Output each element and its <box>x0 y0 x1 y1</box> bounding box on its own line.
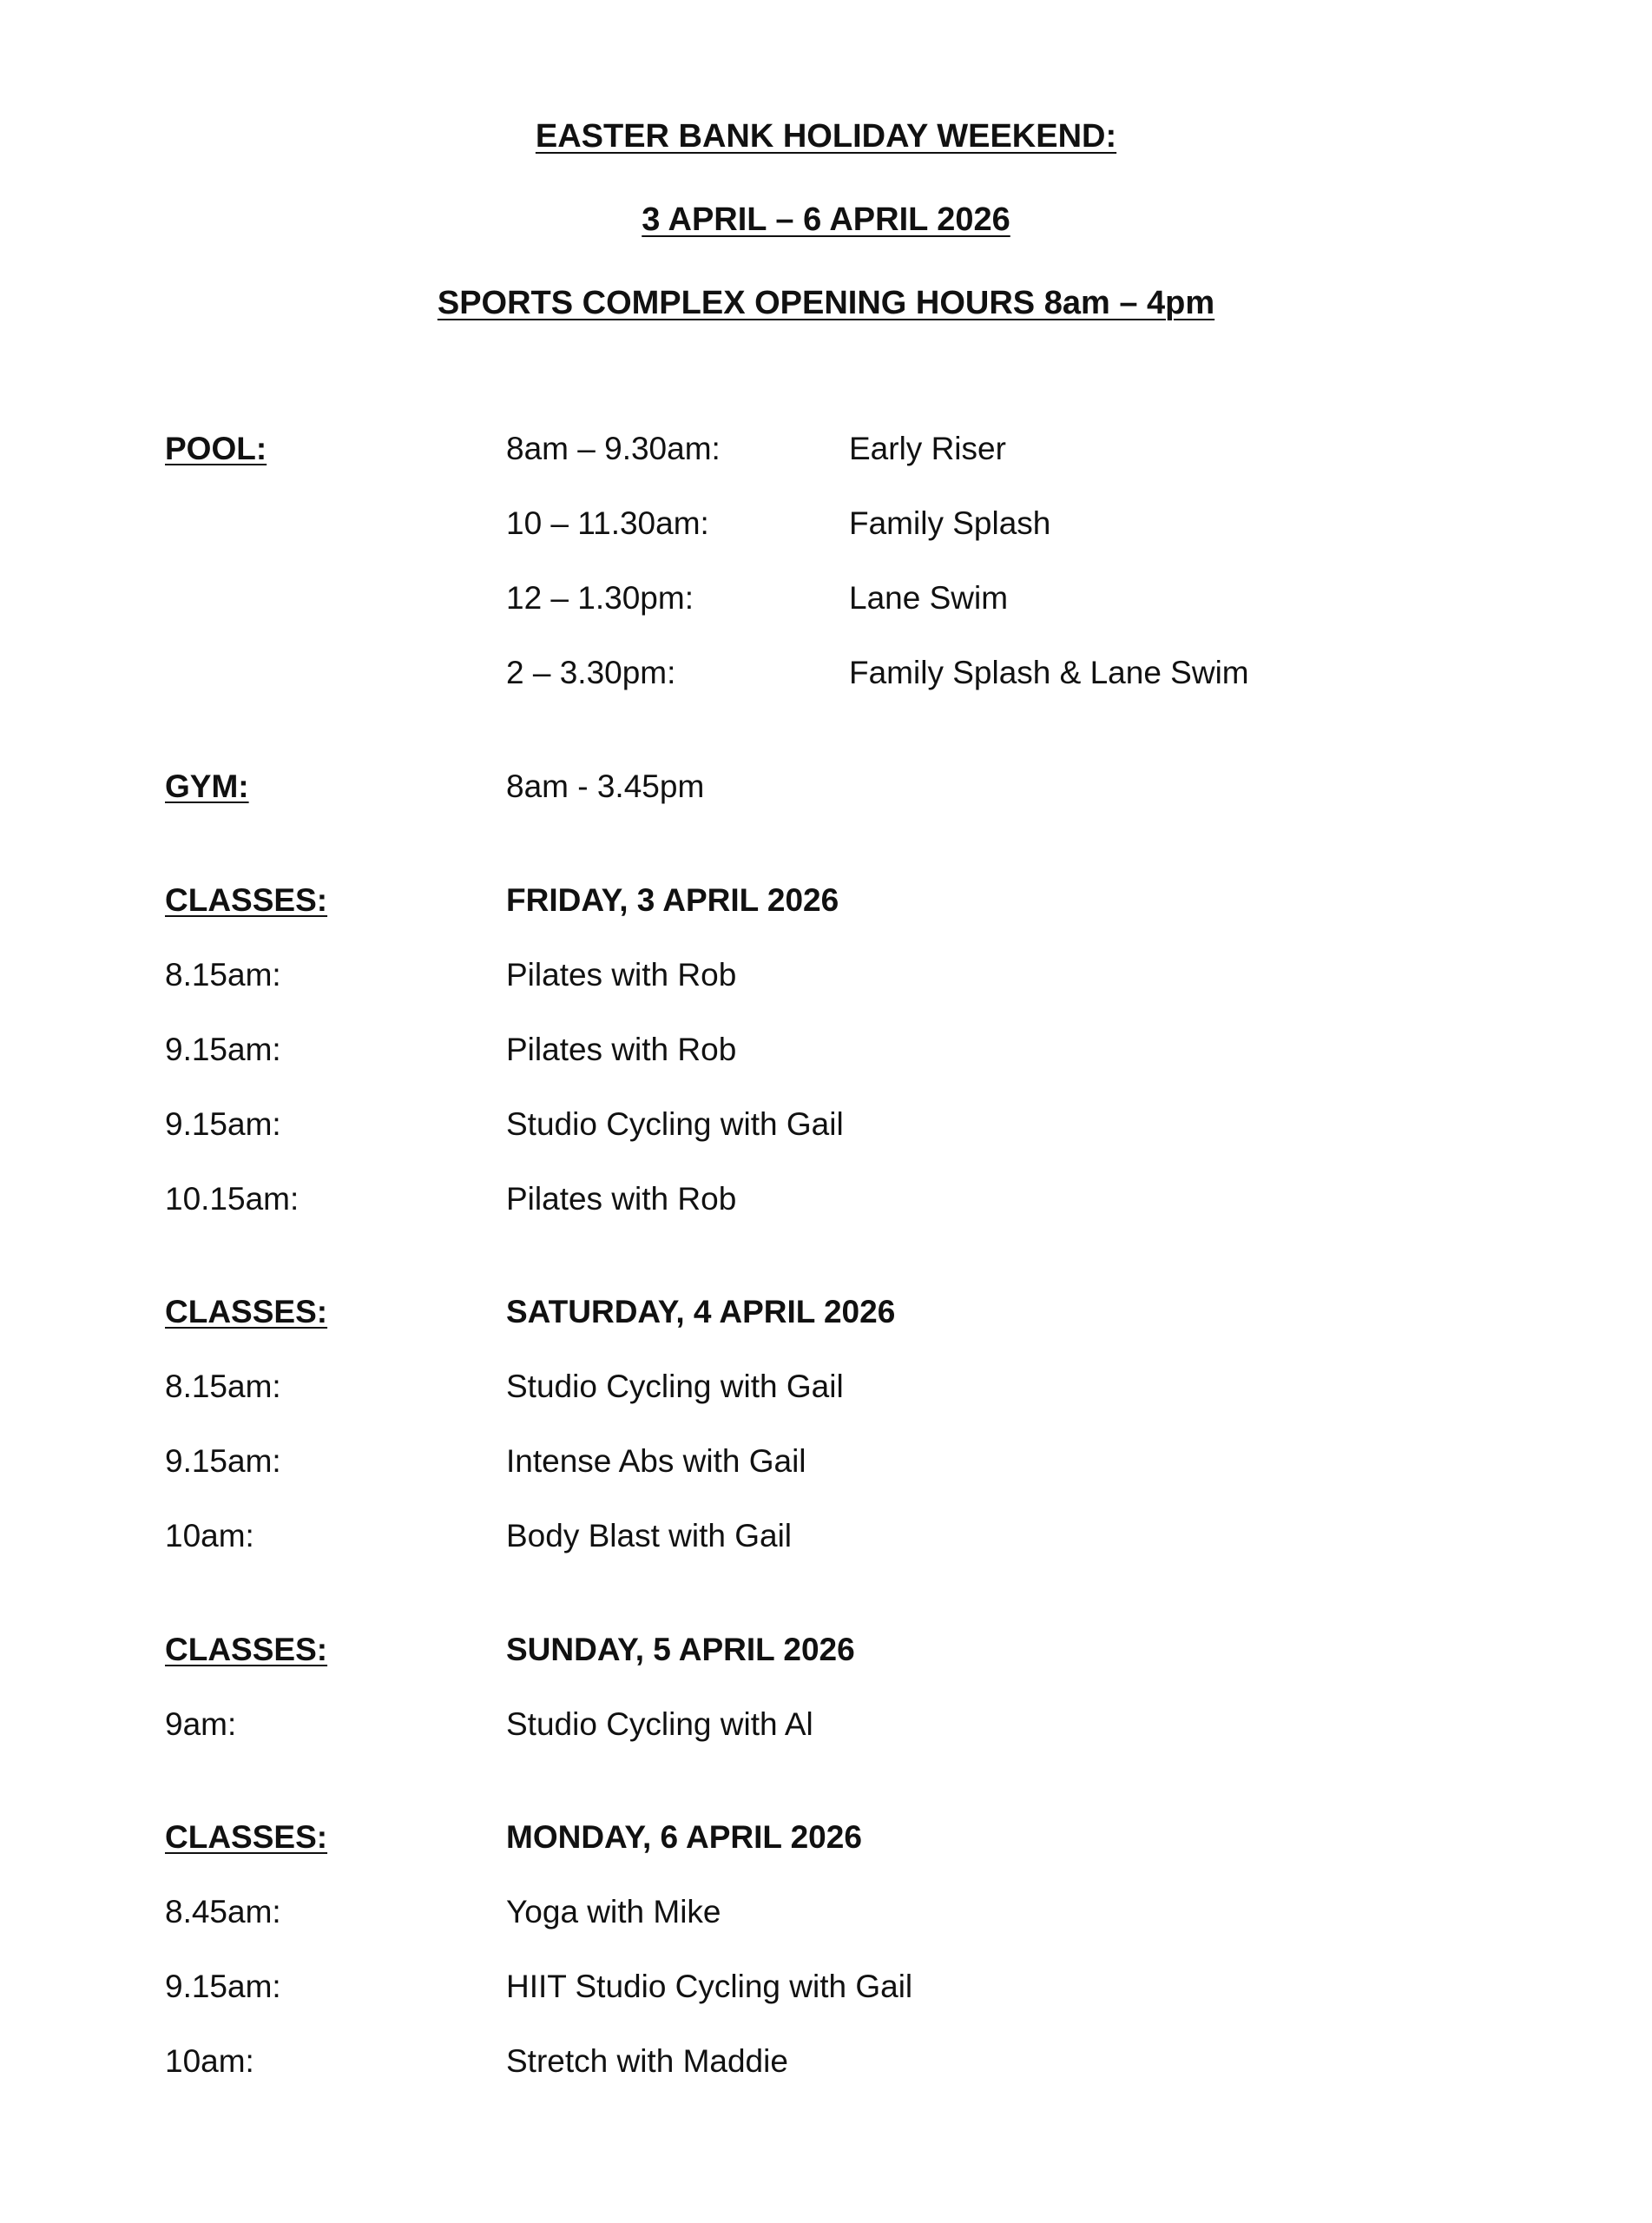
day-heading: MONDAY, 6 APRIL 2026 <box>506 1819 862 1855</box>
class-name: Studio Cycling with Gail <box>506 1106 844 1142</box>
pool-time: 12 – 1.30pm: <box>506 580 694 616</box>
day-heading: SATURDAY, 4 APRIL 2026 <box>506 1294 896 1329</box>
pool-time: 8am – 9.30am: <box>506 431 721 466</box>
title-line-1: EASTER BANK HOLIDAY WEEKEND: <box>535 118 1117 155</box>
class-time: 9.15am: <box>165 1443 281 1479</box>
class-time: 10.15am: <box>165 1181 299 1217</box>
gym-row <box>0 768 1652 812</box>
class-name: Pilates with Rob <box>506 1181 737 1217</box>
class-name: Stretch with Maddie <box>506 2043 788 2079</box>
classes-label: CLASSES: <box>165 882 328 918</box>
title-line-3: SPORTS COMPLEX OPENING HOURS 8am – 4pm <box>437 285 1215 321</box>
classes-label: CLASSES: <box>165 1819 328 1855</box>
pool-session-name: Family Splash & Lane Swim <box>849 655 1249 690</box>
class-row <box>0 2043 1652 2087</box>
class-time: 8.15am: <box>165 1369 281 1404</box>
title-line-2: 3 APRIL – 6 APRIL 2026 <box>642 201 1010 238</box>
classes-label: CLASSES: <box>165 1632 328 1667</box>
class-name: Pilates with Rob <box>506 957 737 993</box>
classes-header-sunday <box>0 1632 1652 1675</box>
day-heading: FRIDAY, 3 APRIL 2026 <box>506 882 839 918</box>
classes-header-saturday <box>0 1294 1652 1337</box>
gym-hours: 8am - 3.45pm <box>506 768 705 804</box>
class-time: 10am: <box>165 2043 254 2079</box>
pool-time: 10 – 11.30am: <box>506 505 709 541</box>
class-row <box>0 1706 1652 1750</box>
class-time: 9.15am: <box>165 1032 281 1067</box>
pool-row-3 <box>0 580 1652 623</box>
pool-time: 2 – 3.30pm: <box>506 655 676 690</box>
classes-header-monday <box>0 1819 1652 1863</box>
class-row <box>0 957 1652 1000</box>
class-name: Intense Abs with Gail <box>506 1443 806 1479</box>
class-row <box>0 1369 1652 1412</box>
class-name: Body Blast with Gail <box>506 1518 793 1553</box>
class-time: 8.45am: <box>165 1894 281 1929</box>
day-heading: SUNDAY, 5 APRIL 2026 <box>506 1632 855 1667</box>
class-row <box>0 1106 1652 1150</box>
classes-header-friday <box>0 882 1652 926</box>
class-row <box>0 1443 1652 1487</box>
pool-row-2 <box>0 505 1652 549</box>
gym-label: GYM: <box>165 768 249 804</box>
class-name: Studio Cycling with Al <box>506 1706 813 1742</box>
class-name: HIIT Studio Cycling with Gail <box>506 1969 913 2004</box>
class-row <box>0 1032 1652 1075</box>
classes-label: CLASSES: <box>165 1294 328 1329</box>
pool-row-1 <box>0 431 1652 474</box>
class-name: Studio Cycling with Gail <box>506 1369 844 1404</box>
pool-label: POOL: <box>165 431 267 466</box>
class-name: Yoga with Mike <box>506 1894 721 1929</box>
class-time: 10am: <box>165 1518 254 1553</box>
class-row <box>0 1894 1652 1937</box>
class-time: 9am: <box>165 1706 237 1742</box>
class-row <box>0 1969 1652 2012</box>
class-name: Pilates with Rob <box>506 1032 737 1067</box>
class-time: 9.15am: <box>165 1106 281 1142</box>
pool-session-name: Family Splash <box>849 505 1051 541</box>
class-time: 9.15am: <box>165 1969 281 2004</box>
class-time: 8.15am: <box>165 957 281 993</box>
pool-session-name: Lane Swim <box>849 580 1009 616</box>
class-row <box>0 1181 1652 1224</box>
class-row <box>0 1518 1652 1561</box>
pool-session-name: Early Riser <box>849 431 1006 466</box>
pool-row-4 <box>0 655 1652 698</box>
